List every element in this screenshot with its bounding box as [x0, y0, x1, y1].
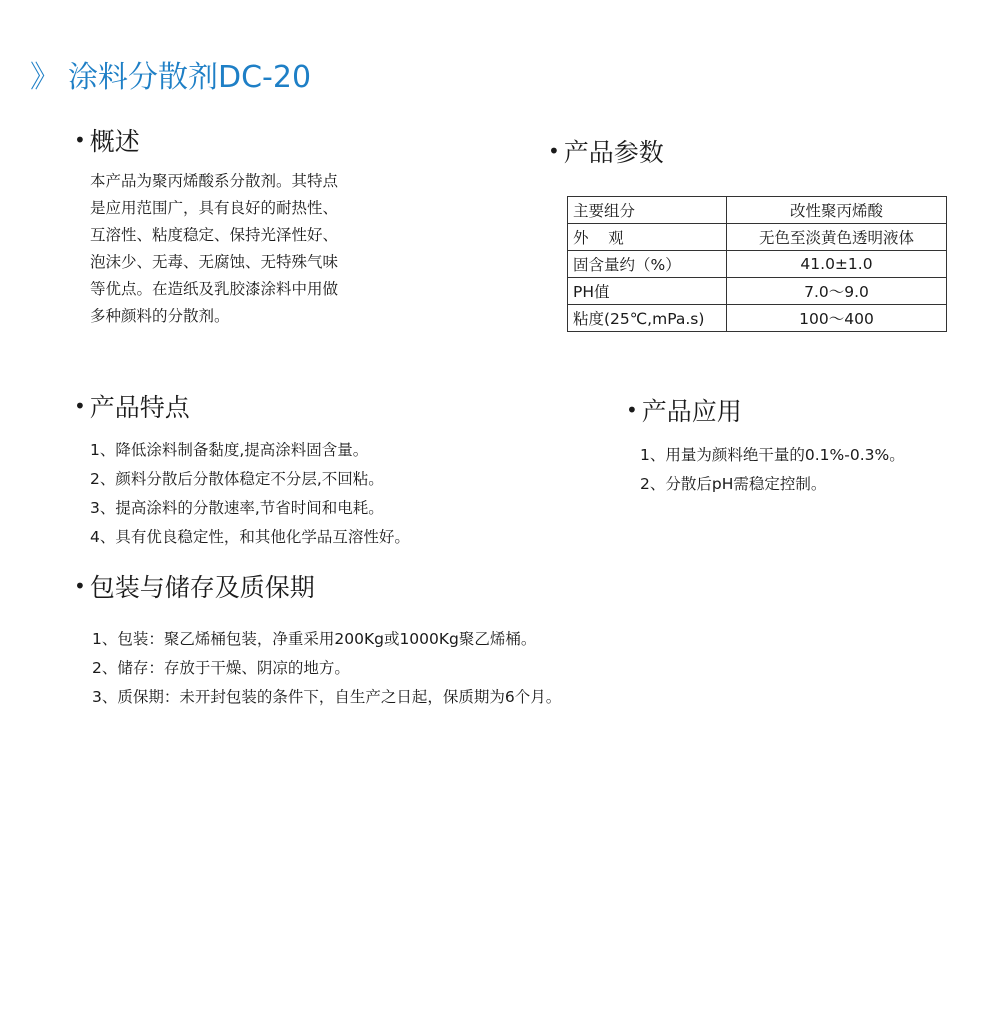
- applications-list: [640, 441, 905, 499]
- title-chevron-icon: 》: [30, 60, 60, 95]
- list-item: 4、具有优良稳定性，和其他化学品互溶性好。: [90, 528, 410, 546]
- applications-heading-text: 产品应用: [641, 397, 742, 426]
- overview-text: [90, 168, 338, 330]
- features-heading-text: 产品特点: [89, 393, 190, 422]
- packaging-heading-text: 包装与储存及质保期: [89, 573, 315, 602]
- list-item: 3、提高涂料的分散速率,节省时间和电耗。: [90, 499, 384, 517]
- list-item: 1、降低涂料制备黏度,提高涂料固含量。: [90, 441, 369, 459]
- params-heading: [548, 133, 664, 169]
- overview-line: 是应用范围广，具有良好的耐热性、: [90, 199, 339, 217]
- param-value: 改性聚丙烯酸: [727, 197, 947, 224]
- table-row: [568, 197, 947, 224]
- table-row: [568, 305, 947, 332]
- param-value: 7.0～9.0: [727, 278, 947, 305]
- params-heading-text: 产品参数: [563, 138, 664, 167]
- overview-line: 多种颜料的分散剂。: [90, 307, 230, 325]
- packaging-heading: [74, 568, 315, 604]
- bullet-icon: •: [74, 394, 86, 418]
- param-value: 100～400: [727, 305, 947, 332]
- applications-heading: [626, 392, 742, 428]
- list-item: 2、颜料分散后分散体稳定不分层,不回粘。: [90, 470, 384, 488]
- table-row: [568, 278, 947, 305]
- param-key: PH值: [568, 278, 727, 305]
- param-value: 41.0±1.0: [727, 251, 947, 278]
- features-heading: [74, 388, 190, 424]
- list-item: 3、质保期：未开封包装的条件下，自生产之日起，保质期为6个月。: [92, 688, 562, 706]
- bullet-icon: •: [74, 574, 86, 598]
- overview-heading: [74, 122, 140, 158]
- packaging-list: [92, 625, 561, 712]
- table-row: [568, 251, 947, 278]
- list-item: 1、用量为颜料绝干量的0.1%-0.3%。: [640, 446, 905, 464]
- params-table: [567, 196, 947, 332]
- overview-line: 泡沫少、无毒、无腐蚀、无特殊气味: [90, 253, 339, 271]
- bullet-icon: •: [626, 398, 638, 422]
- list-item: 1、包装：聚乙烯桶包装，净重采用200Kg或1000Kg聚乙烯桶。: [92, 630, 537, 648]
- features-list: [90, 436, 410, 552]
- param-key: 粘度(25℃,mPa.s): [568, 305, 727, 332]
- overview-heading-text: 概述: [89, 127, 140, 156]
- bullet-icon: •: [74, 128, 86, 152]
- param-value: 无色至淡黄色透明液体: [727, 224, 947, 251]
- param-key: 固含量约（%）: [568, 251, 727, 278]
- overview-line: 等优点。在造纸及乳胶漆涂料中用做: [90, 280, 339, 298]
- overview-line: 互溶性、粘度稳定、保持光泽性好、: [90, 226, 339, 244]
- table-row: [568, 224, 947, 251]
- overview-line: 本产品为聚丙烯酸系分散剂。其特点: [90, 172, 339, 190]
- list-item: 2、分散后pH需稳定控制。: [640, 475, 827, 493]
- page-title: [30, 52, 311, 96]
- page-title-text: 涂料分散剂DC-20: [68, 60, 312, 95]
- param-key: 主要组分: [568, 197, 727, 224]
- list-item: 2、储存：存放于干燥、阴凉的地方。: [92, 659, 350, 677]
- param-key: 外 观: [568, 224, 727, 251]
- bullet-icon: •: [548, 139, 560, 163]
